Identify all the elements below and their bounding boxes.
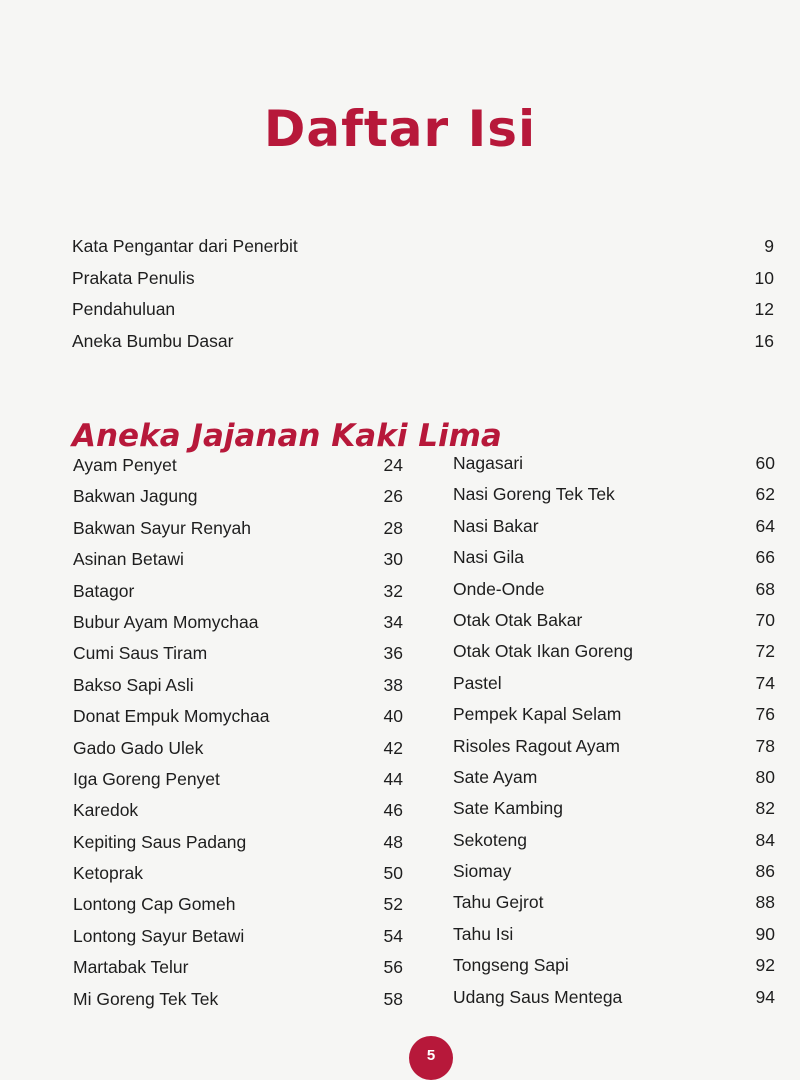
page-title: Daftar Isi <box>263 99 537 158</box>
entry-page: 60 <box>755 453 775 473</box>
entry-page: 66 <box>755 547 775 568</box>
toc-entry[interactable] <box>73 738 403 769</box>
toc-entry[interactable] <box>453 610 775 641</box>
entry-page: 30 <box>383 549 403 570</box>
toc-entry[interactable] <box>453 453 775 484</box>
toc-entry[interactable] <box>453 547 775 578</box>
entry-page: 44 <box>383 768 403 789</box>
entry-page: 9 <box>764 236 774 256</box>
entry-title: Risoles Ragout Ayam <box>453 735 620 756</box>
entry-page: 54 <box>383 925 403 946</box>
page-number-badge: 5 <box>409 1036 453 1080</box>
entry-title: Lontong Sayur Betawi <box>73 925 245 946</box>
entry-page: 84 <box>755 829 775 850</box>
toc-entry[interactable] <box>72 236 774 268</box>
toc-entry[interactable] <box>453 516 775 547</box>
entry-title: Nasi Bakar <box>453 515 539 536</box>
toc-entry[interactable] <box>453 987 775 1018</box>
toc-entry[interactable] <box>72 299 774 331</box>
toc-entry[interactable] <box>73 518 403 549</box>
toc-entry[interactable] <box>453 484 775 515</box>
entry-page: 32 <box>383 580 403 601</box>
entry-title: Otak Otak Bakar <box>453 609 583 630</box>
entry-title: Prakata Penulis <box>72 267 195 288</box>
toc-entry[interactable] <box>453 767 775 798</box>
toc-entry[interactable] <box>73 549 403 580</box>
entry-title: Tongseng Sapi <box>453 955 569 976</box>
toc-entry[interactable] <box>72 331 774 363</box>
entry-title: Pempek Kapal Selam <box>453 704 622 725</box>
entry-page: 86 <box>755 861 775 882</box>
entry-page: 10 <box>754 267 774 288</box>
entry-title: Mi Goreng Tek Tek <box>73 988 219 1009</box>
toc-entry[interactable] <box>453 673 775 704</box>
toc-entry[interactable] <box>453 736 775 767</box>
entry-page: 72 <box>755 641 775 662</box>
entry-page: 28 <box>383 517 403 538</box>
entry-title: Sekoteng <box>453 829 527 850</box>
toc-entry[interactable] <box>72 268 774 300</box>
entry-page: 76 <box>755 704 775 725</box>
entry-title: Nasi Gila <box>453 547 524 568</box>
entry-page: 62 <box>755 484 775 505</box>
toc-entry[interactable] <box>453 830 775 861</box>
toc-entry[interactable] <box>73 706 403 737</box>
entry-title: Sate Kambing <box>453 798 563 819</box>
toc-entry[interactable] <box>453 641 775 672</box>
entry-title: Bakwan Sayur Renyah <box>73 517 252 538</box>
toc-entry[interactable] <box>453 704 775 735</box>
entry-page: 78 <box>755 735 775 756</box>
entry-title: Sate Ayam <box>453 766 538 787</box>
entry-title: Batagor <box>73 580 135 601</box>
entry-title: Karedok <box>73 800 139 821</box>
toc-entry[interactable] <box>453 798 775 829</box>
entry-title: Onde-Onde <box>453 578 545 599</box>
entry-page: 74 <box>755 672 775 693</box>
entry-page: 64 <box>755 515 775 536</box>
entry-page: 38 <box>383 674 403 695</box>
entry-title: Pendahuluan <box>72 299 176 319</box>
entry-title: Kata Pengantar dari Penerbit <box>72 236 298 256</box>
entry-page: 70 <box>755 609 775 630</box>
entry-title: Otak Otak Ikan Goreng <box>453 641 633 662</box>
entry-title: Bubur Ayam Momychaa <box>73 611 259 632</box>
entry-title: Cumi Saus Tiram <box>73 643 208 664</box>
entry-page: 92 <box>755 955 775 976</box>
entry-title: Nasi Goreng Tek Tek <box>453 484 615 505</box>
intro-list <box>72 236 774 362</box>
toc-entry[interactable] <box>73 957 403 988</box>
entry-title: Lontong Cap Gomeh <box>73 894 236 915</box>
toc-entry[interactable] <box>73 800 403 831</box>
entry-page: 94 <box>755 986 775 1007</box>
entry-title: Udang Saus Mentega <box>453 986 623 1007</box>
entry-title: Ayam Penyet <box>73 455 177 475</box>
entry-title: Pastel <box>453 672 502 693</box>
section-heading: Aneka Jajanan Kaki Lima <box>72 417 502 454</box>
entry-title: Asinan Betawi <box>73 549 184 570</box>
entry-page: 46 <box>383 800 403 821</box>
toc-entry[interactable] <box>73 643 403 674</box>
entry-page: 42 <box>383 737 403 758</box>
entry-page: 58 <box>383 988 403 1009</box>
toc-entry[interactable] <box>453 861 775 892</box>
entry-title: Gado Gado Ulek <box>73 737 204 758</box>
entry-page: 40 <box>383 706 403 727</box>
toc-entry[interactable] <box>73 486 403 517</box>
entry-title: Kepiting Saus Padang <box>73 831 247 852</box>
entry-title: Aneka Bumbu Dasar <box>72 330 234 351</box>
entry-page: 12 <box>754 299 774 319</box>
toc-column-right <box>453 453 775 1018</box>
entry-title: Tahu Gejrot <box>453 892 544 913</box>
toc-column-left <box>73 455 403 1020</box>
entry-page: 52 <box>383 894 403 915</box>
toc-entry[interactable] <box>73 581 403 612</box>
toc-entry[interactable] <box>453 924 775 955</box>
entry-page: 34 <box>383 611 403 632</box>
entry-title: Siomay <box>453 861 512 882</box>
entry-title: Donat Empuk Momychaa <box>73 706 270 727</box>
entry-title: Bakso Sapi Asli <box>73 674 194 695</box>
toc-entry[interactable] <box>73 926 403 957</box>
toc-entry[interactable] <box>73 894 403 925</box>
entry-title: Iga Goreng Penyet <box>73 768 220 789</box>
entry-title: Martabak Telur <box>73 957 189 978</box>
entry-title: Nagasari <box>453 453 524 473</box>
entry-page: 56 <box>383 957 403 978</box>
entry-page: 90 <box>755 923 775 944</box>
entry-page: 82 <box>755 798 775 819</box>
toc-entry[interactable] <box>73 675 403 706</box>
toc-entry[interactable] <box>73 612 403 643</box>
toc-entry[interactable] <box>73 863 403 894</box>
toc-entry[interactable] <box>453 579 775 610</box>
toc-entry[interactable] <box>453 955 775 986</box>
toc-entry[interactable] <box>73 455 403 486</box>
entry-page: 24 <box>383 455 403 475</box>
entry-page: 50 <box>383 863 403 884</box>
entry-page: 36 <box>383 643 403 664</box>
entry-page: 68 <box>755 578 775 599</box>
entry-title: Bakwan Jagung <box>73 486 198 507</box>
entry-title: Tahu Isi <box>453 923 514 944</box>
entry-page: 26 <box>383 486 403 507</box>
entry-page: 16 <box>754 330 774 351</box>
toc-entry[interactable] <box>453 892 775 923</box>
toc-entry[interactable] <box>73 989 403 1020</box>
entry-page: 80 <box>755 766 775 787</box>
toc-entry[interactable] <box>73 832 403 863</box>
entry-page: 48 <box>383 831 403 852</box>
entry-page: 88 <box>755 892 775 913</box>
entry-title: Ketoprak <box>73 863 144 884</box>
toc-entry[interactable] <box>73 769 403 800</box>
